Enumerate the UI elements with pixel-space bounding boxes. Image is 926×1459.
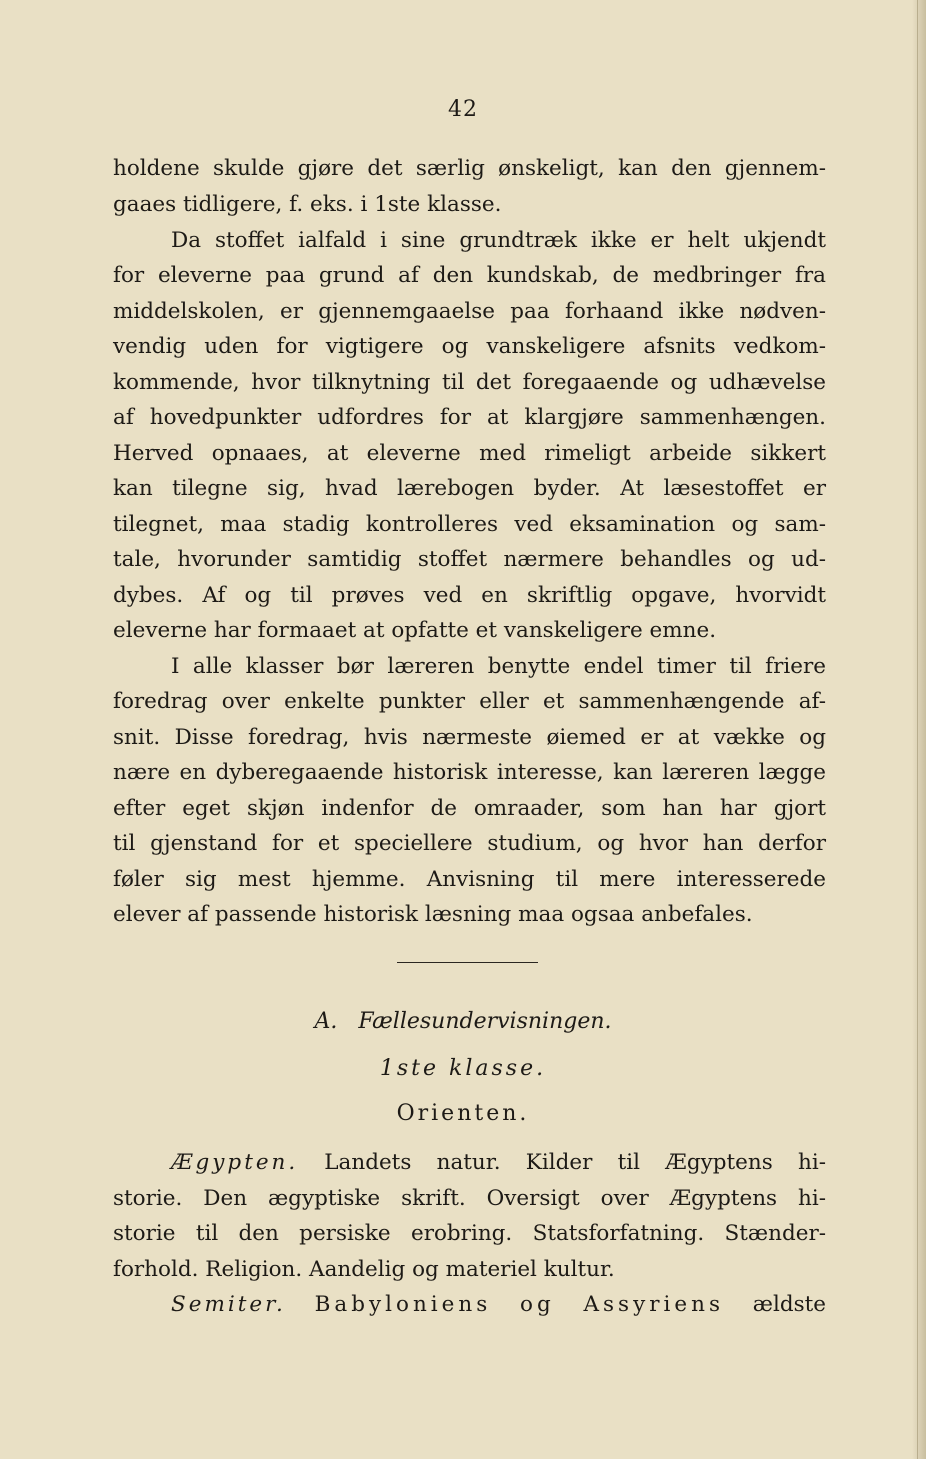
- text-line: Da stoffet ialfald i sine grundtræk ikke er helt ukjendt: [171, 228, 826, 253]
- text-line: føler sig mest hjemme. Anvisning til mere interesserede: [113, 867, 826, 892]
- section-divider: [397, 962, 538, 963]
- section-letter: A.: [314, 1009, 338, 1034]
- text-line: dybes. Af og til prøves ved en skriftlig opgave, hvorvidt: [113, 583, 826, 608]
- text-line: holdene skulde gjøre det særlig ønskeligt, kan den gjennem-: [113, 156, 826, 181]
- text-line: for eleverne paa grund af den kundskab, de medbringer fra: [113, 263, 826, 288]
- text-line: til gjenstand for et speciellere studium, og hvor han derfor: [113, 831, 826, 856]
- text-line: elever af passende historisk læsning maa ogsaa anbefales.: [113, 902, 753, 927]
- text-line: vendig uden for vigtigere og vanskeligere afsnits vedkom-: [113, 334, 826, 359]
- text-line: snit. Disse foredrag, hvis nærmeste øiemed er at vække og: [113, 725, 826, 750]
- text-line: tale, hvorunder samtidig stoffet nærmere behandles og ud-: [113, 547, 826, 572]
- page-number: 42: [448, 97, 478, 122]
- entry-heading-egypt: Ægypten.: [171, 1150, 299, 1175]
- entry-word: ældste: [752, 1292, 826, 1317]
- text-line: foredrag over enkelte punkter eller et sammenhængende af-: [113, 689, 826, 714]
- page-edge-line: [917, 0, 918, 1459]
- text-line: tilegnet, maa stadig kontrolleres ved eksamination og sam-: [113, 512, 826, 537]
- entry-word: Assyriens: [583, 1292, 724, 1317]
- entry-text: Landets natur. Kilder til Ægyptens hi-: [324, 1150, 826, 1175]
- text-line: storie. Den ægyptiske skrift. Oversigt over Ægyptens hi-: [113, 1186, 826, 1211]
- subject-heading: Orienten.: [396, 1101, 530, 1126]
- text-line: Herved opnaaes, at eleverne med rimeligt arbeide sikkert: [113, 441, 826, 466]
- text-line: I alle klasser bør læreren benytte endel timer til friere: [171, 654, 826, 679]
- text-line: kommende, hvor tilknytning til det foregaaende og udhævelse: [113, 370, 826, 395]
- text-line: storie til den persiske erobring. Statsforfatning. Stænder-: [113, 1221, 826, 1246]
- entry-first-line: [171, 1146, 826, 1180]
- text-line: forhold. Religion. Aandelig og materiel kultur.: [113, 1257, 615, 1282]
- text-line: middelskolen, er gjennemgaaelse paa forhaand ikke nødven-: [113, 299, 826, 324]
- text-line: af hovedpunkter udfordres for at klargjøre sammenhængen.: [113, 405, 826, 430]
- text-line: eleverne har formaaet at opfatte et vanskeligere emne.: [113, 618, 717, 643]
- entry-heading-semites: Semiter.: [171, 1292, 286, 1317]
- entry-word: Babyloniens: [314, 1292, 492, 1317]
- text-line: gaaes tidligere, f. eks. i 1ste klasse.: [113, 192, 502, 217]
- entry-first-line: [171, 1288, 826, 1322]
- section-title: Fællesundervisningen.: [358, 1009, 612, 1034]
- section-heading: [0, 1005, 926, 1039]
- class-title: 1ste klasse.: [379, 1056, 547, 1081]
- text-line: kan tilegne sig, hvad lærebogen byder. At læsestoffet er: [113, 476, 826, 501]
- text-line: efter eget skjøn indenfor de omraader, som han har gjort: [113, 796, 826, 821]
- page-edge: [912, 0, 926, 1459]
- entry-word: og: [520, 1292, 555, 1317]
- text-line: nære en dyberegaaende historisk interesse, kan læreren lægge: [113, 760, 826, 785]
